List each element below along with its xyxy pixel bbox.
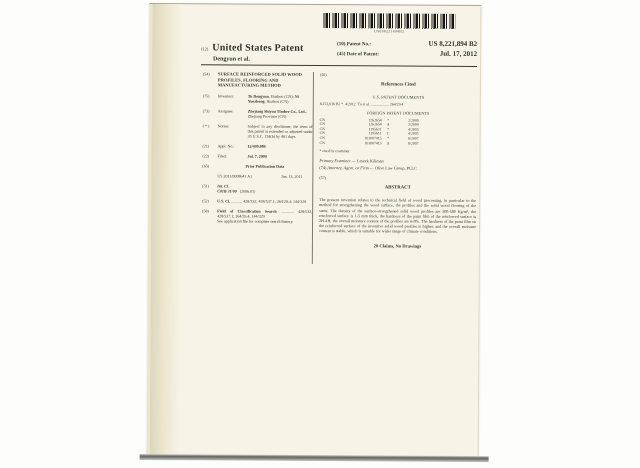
us-reference-date: 4/2012	[345, 102, 358, 107]
patent-date-value: Jul. 17, 2012	[439, 49, 478, 58]
abstract-text: The present invention relates to the technical field of wood processing, in particular to the method for strengthening the wood surface, the profiles and the solid wood flooring of the same. The density of the surface-strengthened solid wood profiles are 500-580 Kg/m³, the reinforced surface is 1-5 mm thick, the hardness of the paint film of the reinforced surface is 2H-4H, the overall moisture content of the profiles are 6-9%. The hardness of the paint film on the reinforced surface of the inventive solid wood profiles is higher, and the overall moisture content is stable, which is suitable for wider range of climate conditions.	[318, 197, 477, 235]
publication-number: US 2011/0008641 A1	[217, 173, 253, 179]
patent-header	[201, 37, 477, 64]
filed-label: Filed:	[217, 153, 227, 159]
abstract-heading-row	[319, 175, 476, 194]
primary-examiner-line	[319, 158, 476, 164]
inventor-1-name: Tu Dengyun	[247, 93, 269, 99]
field-code-22: (22)	[202, 153, 210, 159]
patent-page	[147, 3, 482, 462]
ref-country: CN	[319, 122, 325, 127]
int-cl-value	[217, 183, 312, 194]
field-of-search-label: Field of Classification Search	[217, 208, 277, 214]
attorney-line	[319, 165, 476, 171]
notice-row	[201, 123, 313, 139]
header-right	[337, 38, 477, 64]
field-code-52: (52)	[202, 198, 209, 204]
int-cl-label: Int. Cl.	[217, 183, 229, 189]
prior-publication-heading-row	[200, 163, 312, 169]
references-cited-heading: References Cited	[381, 82, 416, 88]
ref-number: 1262654	[368, 117, 382, 123]
ref-kind: *	[387, 127, 390, 132]
field-code-57: (57)	[319, 175, 327, 181]
attorney-label: Attorney, Agent, or Firm	[327, 165, 369, 171]
ref-number: 1262654	[368, 122, 382, 127]
field-of-search-value	[217, 208, 312, 224]
invention-title-row	[201, 71, 313, 88]
us-cl-label: U.S. Cl.	[217, 198, 231, 204]
ref-date: 4/2005	[408, 131, 419, 137]
field-code-73: (73)	[202, 108, 210, 114]
document-title-line	[201, 37, 337, 56]
ref-date: 8/2007	[408, 136, 419, 141]
scanner-book-edge	[140, 454, 489, 462]
field-code-65: (65)	[202, 163, 210, 169]
ref-date: 4/2005	[408, 127, 419, 132]
patent-number-row	[337, 39, 477, 48]
int-cl-version: (2006.01)	[239, 188, 256, 194]
barcode	[323, 13, 455, 29]
invention-title: SURFACE REINFORCED SOLID WOOD PROFILES, FLOORING AND MANUFACTURING METHOD	[217, 71, 303, 88]
notice-label: Notice:	[217, 123, 230, 129]
publication-date: Jan. 13, 2011	[281, 173, 303, 179]
inventor-short-name: Dengyun et al.	[213, 56, 250, 63]
field-of-search-note: See application file for complete search history.	[217, 218, 294, 224]
assignee-value	[248, 108, 313, 118]
us-cl-classes: ........... 428/532; 428/537.1; 264/29.4; 144/329	[230, 198, 307, 204]
inventors-row	[201, 93, 313, 104]
ref-kind: *	[387, 136, 390, 141]
ref-date: 8/2007	[407, 141, 419, 146]
ref-country: CN	[319, 136, 325, 141]
field-of-search-classes: ............. 428/532, 428/537.1; 264/29.4; 144/329	[217, 208, 313, 219]
ref-number: 1195611	[368, 127, 382, 132]
header-divider-rule	[201, 64, 477, 67]
primary-examiner-label: Primary Examiner	[319, 158, 351, 164]
ref-country: CN	[319, 140, 325, 145]
filed-date-row	[200, 153, 312, 159]
inventor-1-location: , Huzhou (CN);	[268, 93, 295, 99]
notice-text: Subject to any disclaimer, the term of this patent is extended or adjusted under 35 U.S.C. 154(b) by 461 days.	[247, 123, 313, 139]
inventor-2-name: Ni Yuezhong	[247, 93, 299, 104]
us-reference-dots: ...................	[370, 102, 389, 107]
claims-note: 20 Claims, No Drawings	[373, 242, 422, 249]
field-code-74: (74)	[319, 165, 328, 171]
application-number-label: Appl. No.:	[217, 143, 235, 149]
ref-date: 2/2000	[408, 122, 419, 127]
patent-date-label: (45) Date of Patent:	[337, 52, 379, 58]
field-code-56: (56)	[319, 72, 327, 78]
book-gutter-edge	[147, 4, 183, 455]
inventors-value	[248, 93, 313, 103]
page-title: United States Patent	[212, 42, 304, 54]
us-reference-name: Tu et al.	[357, 102, 371, 107]
patent-front-matter	[200, 12, 478, 265]
field-code-51: (51)	[202, 183, 209, 189]
cited-by-examiner-note: * cited by examiner	[319, 149, 350, 154]
ref-kind: A	[386, 122, 390, 127]
inventors-label: Inventors:	[217, 93, 235, 99]
ref-country: CN	[319, 117, 325, 122]
field-code-54: (54)	[202, 71, 210, 77]
pub-row-indent	[200, 173, 217, 178]
ref-date: 2/2000	[408, 118, 419, 123]
ref-country: CN	[319, 131, 325, 136]
examiner-separator: —	[350, 158, 358, 164]
us-cl-row	[200, 198, 312, 204]
assignee-row	[201, 108, 313, 119]
patent-number-label: (10) Patent No.:	[337, 42, 371, 48]
patent-number-value: US 8,221,894 B2	[428, 39, 478, 48]
two-column-body	[200, 71, 477, 265]
application-number-value: 12/499,080	[247, 143, 266, 149]
us-reference-class: 264/29.4	[388, 102, 404, 107]
ref-country: CN	[319, 126, 325, 131]
references-column	[312, 72, 477, 265]
patent-page-paper	[147, 3, 482, 457]
attorney-separator: —	[368, 165, 375, 171]
attorney-name: Olive Law Group, PLLC	[374, 165, 417, 171]
bibliographic-column	[200, 71, 313, 228]
prior-publication-data-row	[200, 173, 312, 179]
application-number-row	[201, 143, 313, 149]
abstract-heading: ABSTRACT	[384, 185, 411, 191]
ref-kind: C	[386, 131, 390, 136]
header-left	[201, 37, 337, 63]
filed-value: Jul. 7, 2009	[247, 153, 267, 159]
int-cl-class: C01B 31/00	[217, 188, 237, 194]
foreign-patent-documents-heading: FOREIGN PATENT DOCUMENTS	[366, 109, 430, 116]
primary-examiner-name: Leszek Kiliman	[357, 158, 384, 164]
assignee-label: Assignee:	[217, 108, 234, 114]
foreign-references-table	[320, 118, 477, 147]
field-code-star: ( * )	[202, 123, 210, 129]
field-code-58: (58)	[202, 208, 209, 214]
references-cited-heading-row	[320, 72, 477, 91]
int-cl-row	[200, 183, 312, 194]
barcode-text: US008221894B2	[374, 29, 405, 34]
us-patent-documents-heading: U.S. PATENT DOCUMENTS	[372, 94, 425, 100]
ref-number: 101007415	[364, 140, 382, 145]
field-code-75: (75)	[202, 93, 210, 99]
inventor-2-location: , Huzhou (CN)	[264, 98, 289, 104]
patent-date-row	[337, 49, 477, 58]
ref-kind: *	[387, 118, 390, 123]
field-code-21: (21)	[202, 143, 210, 149]
assignee-location: Zhejiang Province (CN)	[247, 113, 287, 119]
foreign-reference-row	[320, 141, 477, 147]
us-reference-row	[320, 102, 477, 108]
prior-publication-heading: Prior Publication Data	[245, 163, 285, 169]
ref-kind: A	[386, 141, 390, 146]
ref-number: 1195611	[368, 131, 382, 136]
kind-code: (12)	[201, 46, 209, 52]
us-cl-value	[217, 198, 312, 204]
ref-number: 101007415	[364, 136, 382, 141]
field-of-search-row	[200, 208, 312, 224]
us-reference-number: 8,153,036 B2 *	[319, 102, 346, 107]
assignee-name: Zhejiang Shiyou Timber Co., Ltd.,	[247, 108, 307, 114]
prior-publication-value	[217, 173, 312, 179]
